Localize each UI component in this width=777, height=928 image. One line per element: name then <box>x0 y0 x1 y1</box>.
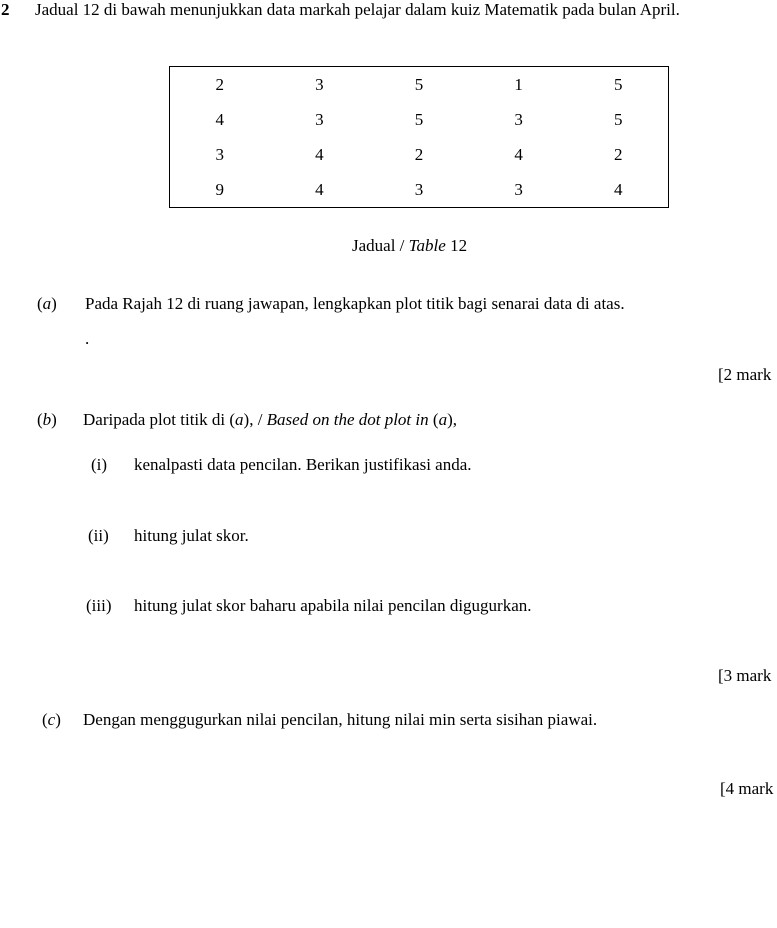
part-b-item-text: hitung julat skor. <box>134 526 249 545</box>
part-c-marks: [4 mark <box>720 779 774 798</box>
table-cell: 3 <box>514 179 523 199</box>
part-a-dot: . <box>85 329 90 348</box>
part-a-text: Pada Rajah 12 di ruang jawapan, lengkapkan plot titik bagi senarai data di atas. <box>85 294 625 313</box>
table-cell: 3 <box>315 74 324 94</box>
table-cell: 4 <box>315 179 324 199</box>
table-cell: 4 <box>215 109 225 129</box>
part-b-item-label: (ii) <box>88 526 109 545</box>
table-row <box>170 102 669 137</box>
part-b-label: (b) <box>37 410 57 429</box>
part-b-item-text: hitung julat skor baharu apabila nilai pencilan digugurkan. <box>134 596 532 615</box>
table-cell: 9 <box>215 179 225 199</box>
table-cell: 5 <box>414 74 424 94</box>
part-b-text: Daripada plot titik di (a), / Based on the dot plot in (a), <box>83 410 457 429</box>
table-row <box>170 137 669 172</box>
table-cell: 5 <box>613 109 623 129</box>
data-table <box>169 66 669 208</box>
part-a-marks: [2 mark <box>718 365 772 384</box>
table-cell: 2 <box>215 74 225 94</box>
part-b-item-label: (i) <box>91 455 108 474</box>
table-cell: 2 <box>613 144 623 164</box>
table-cell: 2 <box>414 144 424 164</box>
table-cell: 5 <box>613 74 623 94</box>
table-cell: 1 <box>514 74 523 94</box>
table-cell: 5 <box>414 109 424 129</box>
part-c-label: (c) <box>42 710 61 729</box>
part-c-text: Dengan menggugurkan nilai pencilan, hitung nilai min serta sisihan piawai. <box>83 710 598 729</box>
table-row <box>170 172 669 208</box>
part-b-marks: [3 mark <box>718 666 772 685</box>
table-cell: 4 <box>514 144 523 164</box>
table-row <box>170 67 669 103</box>
table-caption: Jadual / Table 12 <box>352 236 468 255</box>
table-cell: 3 <box>514 109 523 129</box>
table-cell: 4 <box>315 144 324 164</box>
part-b-item-label: (iii) <box>86 596 112 615</box>
part-a-label: (a) <box>37 294 57 313</box>
table-cell: 3 <box>414 179 424 199</box>
table-cell: 4 <box>613 179 623 199</box>
table-cell: 3 <box>215 144 225 164</box>
question-intro: Jadual 12 di bawah menunjukkan data markah pelajar dalam kuiz Matematik pada bulan April. <box>35 0 680 19</box>
question-number: 2 <box>1 0 10 19</box>
table-cell: 3 <box>315 109 324 129</box>
part-b-item-text: kenalpasti data pencilan. Berikan justifikasi anda. <box>134 455 472 474</box>
